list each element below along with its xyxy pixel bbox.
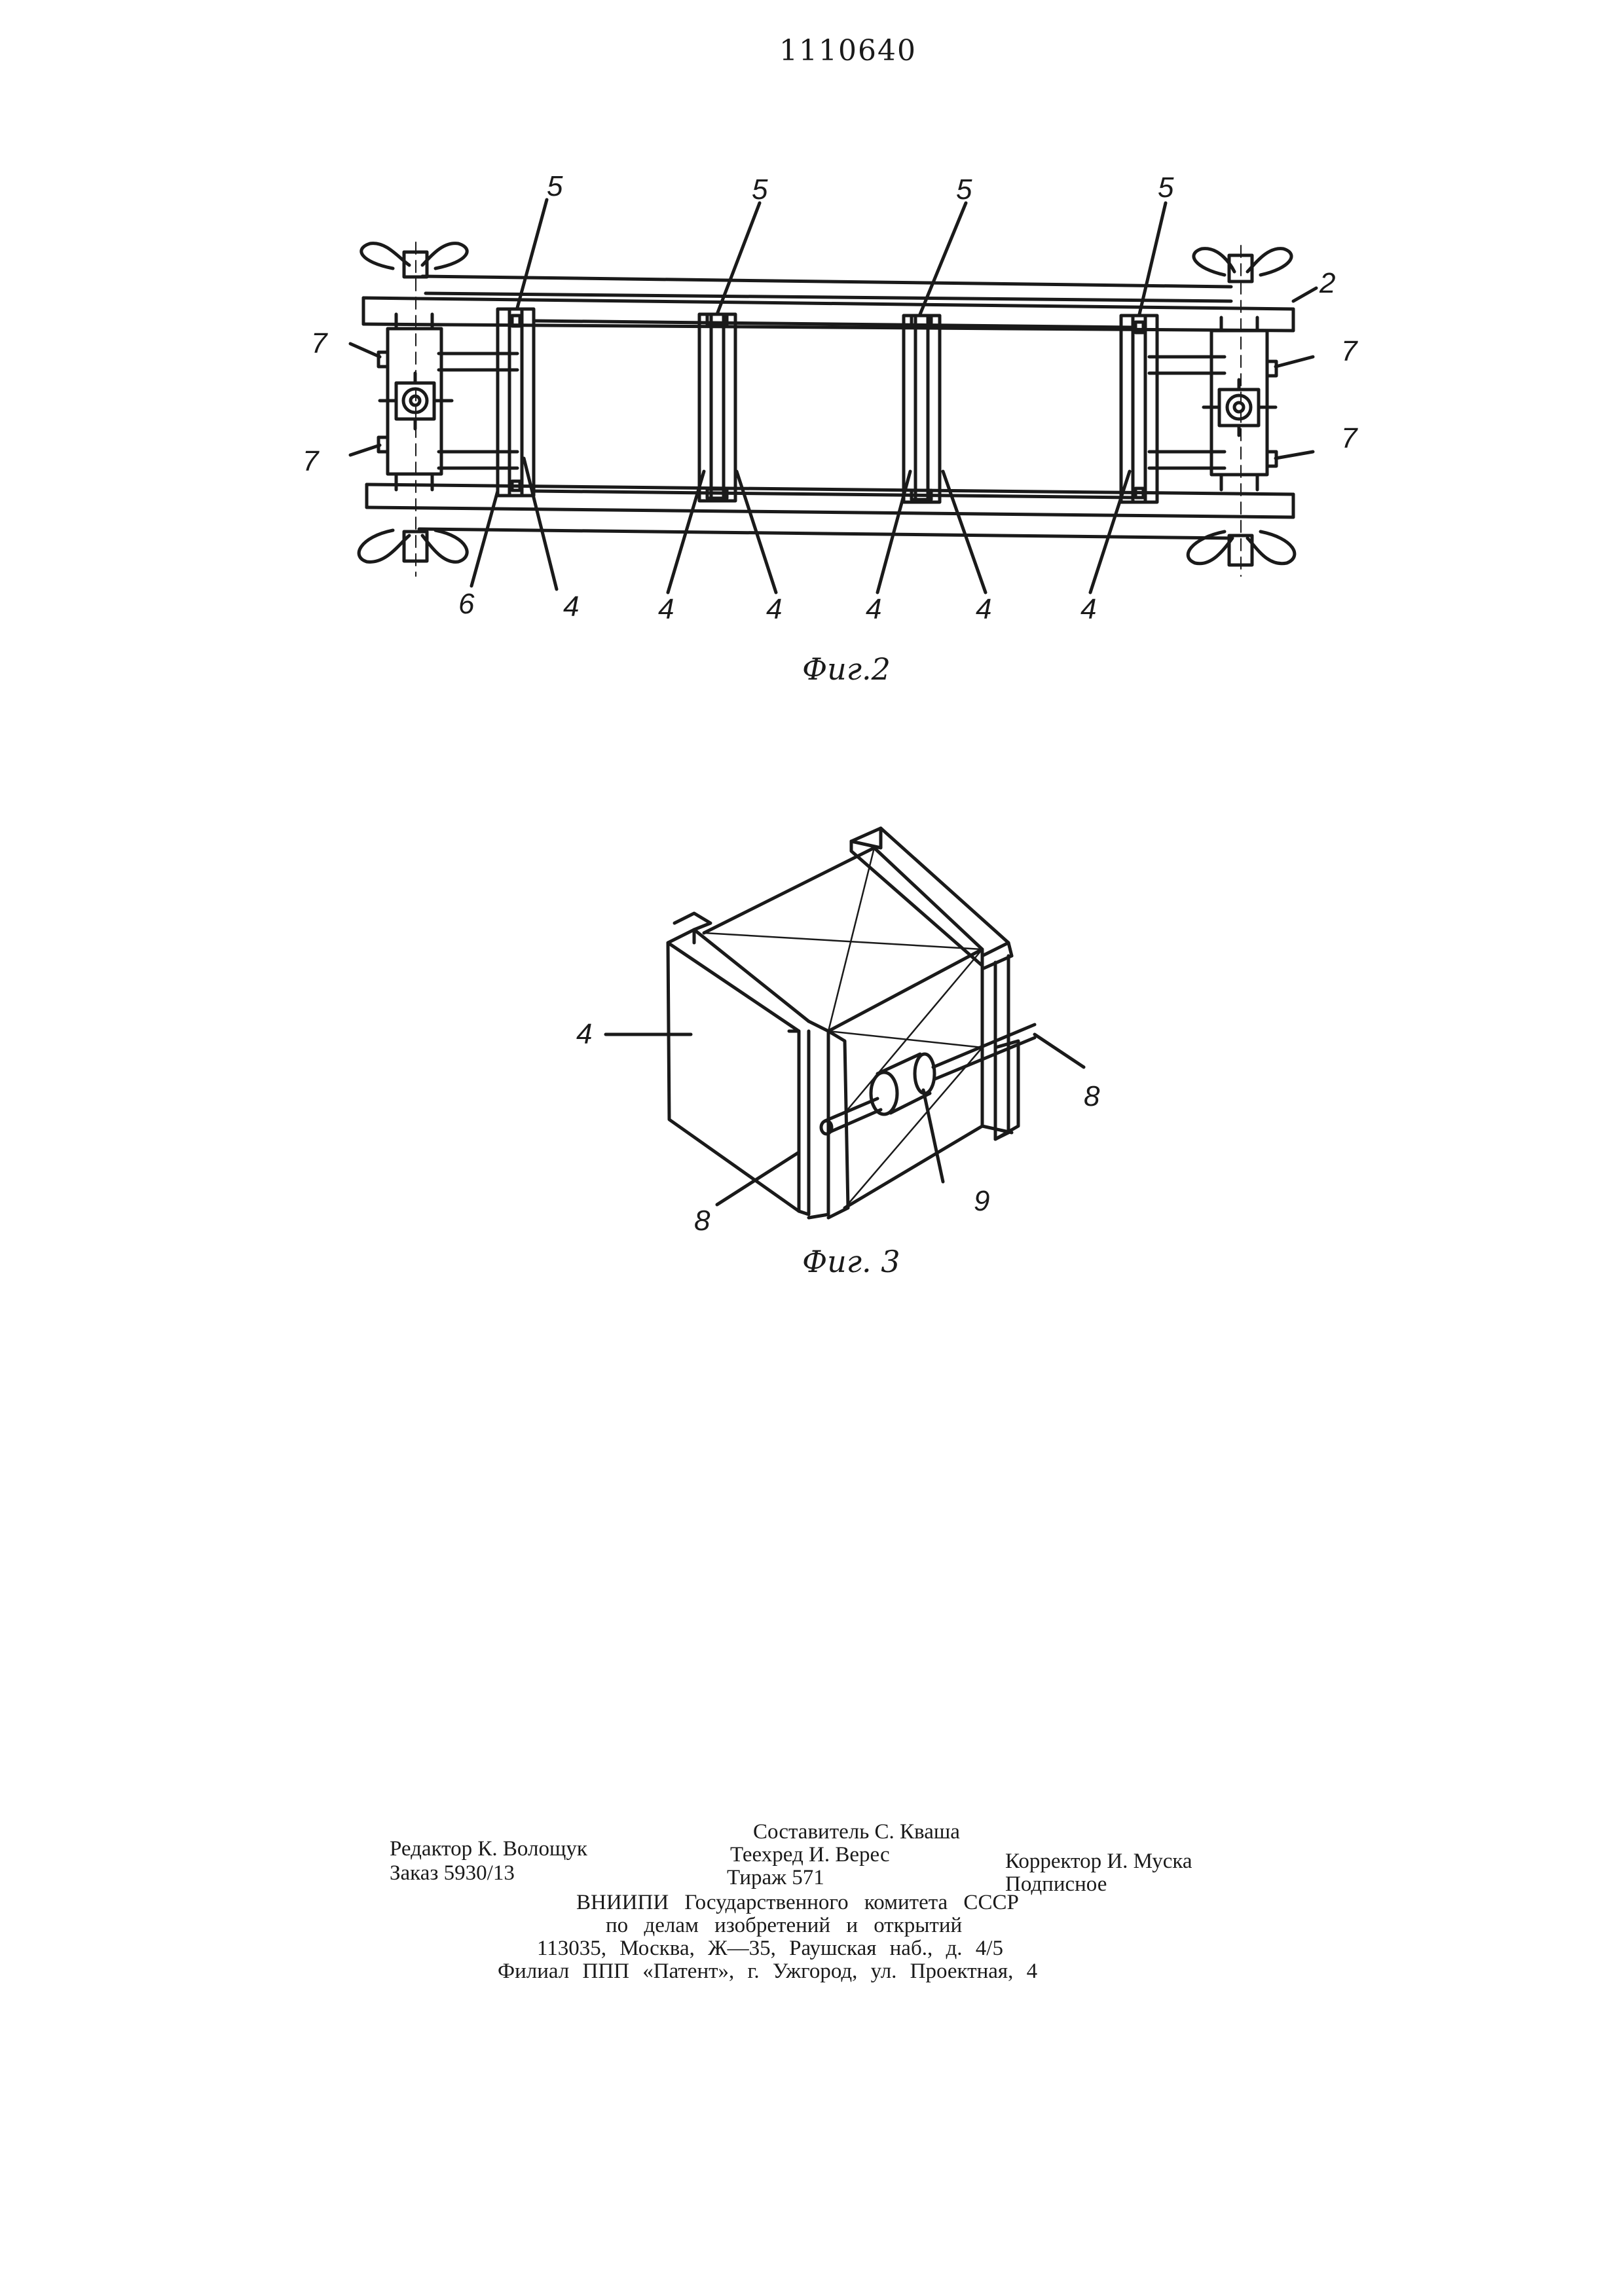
imprint-address: 113035, Москва, Ж—35, Раушская наб., д. 4/5 [537, 1937, 1003, 1960]
callout-label: 4 [658, 593, 674, 625]
callout-label: 8 [1084, 1080, 1100, 1112]
callout-label: 4 [563, 591, 580, 623]
imprint-techred: Теехред И. Верес [730, 1843, 890, 1867]
imprint-order: Заказ 5930/13 [390, 1861, 515, 1885]
callout-label: 4 [976, 593, 992, 625]
imprint-corrector: Корректор И. Муска [1005, 1850, 1192, 1873]
callout-label: 5 [752, 173, 768, 206]
figure-3-caption: Фиг. 3 [802, 1244, 900, 1279]
imprint-circulation: Тираж 571 [727, 1866, 824, 1889]
callout-label: 9 [974, 1185, 990, 1217]
callout-label: 4 [866, 593, 882, 625]
callout-label: 7 [1341, 335, 1357, 367]
callout-label: 5 [1158, 172, 1174, 204]
imprint-subscription: Подписное [1005, 1872, 1107, 1896]
callout-label: 4 [766, 593, 783, 625]
callout-label: 2 [1320, 267, 1336, 299]
imprint-organization: ВНИИПИ Государственного комитета СССР [576, 1891, 1019, 1914]
callout-label: 5 [956, 173, 972, 206]
callout-label: 5 [547, 170, 563, 202]
figure-2-caption: Фиг.2 [802, 651, 891, 687]
imprint-organization-sub: по делам изобретений и открытий [606, 1914, 963, 1937]
imprint-editor: Редактор К. Волощук [390, 1837, 587, 1861]
callout-label: 7 [311, 327, 327, 359]
callout-label: 7 [303, 445, 319, 477]
callout-label: 4 [1080, 593, 1097, 625]
callout-label: 6 [458, 588, 475, 620]
callout-label: 8 [694, 1205, 710, 1237]
callout-label: 7 [1341, 422, 1357, 454]
patent-number: 1110640 [779, 34, 917, 67]
imprint-compiler: Составитель С. Кваша [753, 1820, 960, 1844]
callout-label: 4 [576, 1018, 593, 1050]
imprint-branch: Филиал ППП «Патент», г. Ужгород, ул. Проектная, 4 [498, 1959, 1038, 1983]
